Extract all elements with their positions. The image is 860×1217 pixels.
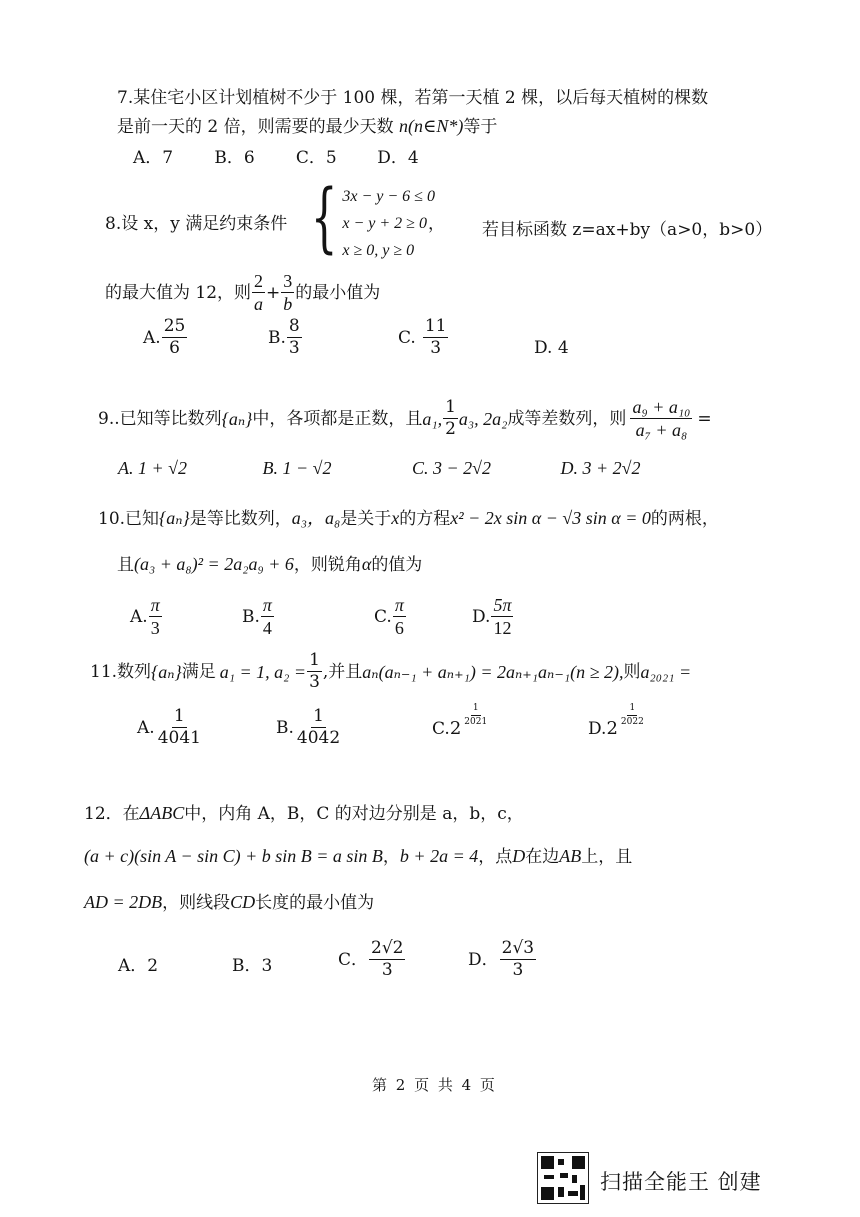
q8-option-a-frac xyxy=(162,318,188,357)
q10-alpha: α xyxy=(361,554,372,574)
q10-line2-tail: 的值为 xyxy=(371,555,423,575)
q8-frac1-den: a xyxy=(254,294,264,314)
q10-tail: 的两根， xyxy=(650,509,719,529)
q8-option-a-den: 6 xyxy=(169,338,180,358)
q11-option-d-label: D. xyxy=(588,719,607,739)
qr-code-icon xyxy=(537,1152,589,1204)
q8-frac2-num: 3 xyxy=(283,271,293,291)
q11-target: a₂₀₂₁ = xyxy=(640,661,692,682)
q12-ratio-condition: AD = 2DB xyxy=(84,892,163,912)
q10-line2 xyxy=(117,554,422,575)
q9-option-c: C. 3 − 2√2 xyxy=(412,458,492,478)
q10-mid: 是等比数列， xyxy=(189,509,292,529)
q7-domain-math: n(n∈N*) xyxy=(399,116,464,136)
q10-mid3: 的方程 xyxy=(399,509,451,529)
q8-option-c-frac xyxy=(423,318,449,357)
q12-line2-tail: 上，且 xyxy=(581,847,633,867)
q8-option-b xyxy=(268,318,303,357)
q11-third-frac xyxy=(307,652,322,691)
q7-options xyxy=(133,148,419,168)
q8-plus: + xyxy=(266,282,281,303)
q8-constraint-2: x − y + 2 ≥ 0 xyxy=(342,215,427,232)
q11-option-d xyxy=(588,703,647,739)
q10-option-b-den: 4 xyxy=(262,618,272,638)
q8-left-brace: { xyxy=(310,172,338,261)
q11-option-a-label: A. xyxy=(137,717,155,738)
scanner-watermark: 扫描全能王 创建 xyxy=(600,1170,762,1194)
q9-half-den: 2 xyxy=(445,419,456,439)
q9-equals: = xyxy=(697,408,712,429)
q12-point-d: D xyxy=(512,846,526,866)
q8-constraint-system xyxy=(300,172,435,262)
q11-option-c-base: 2 xyxy=(449,718,462,739)
q12-option-d-den: 3 xyxy=(512,960,524,980)
q9-line1 xyxy=(98,398,712,439)
q8-option-c xyxy=(398,318,449,357)
q10-option-c-num: π xyxy=(394,595,404,615)
q9-ratio-frac xyxy=(630,398,692,439)
q11-sequence: {aₙ} xyxy=(151,661,182,682)
q10-lead: 10.已知 xyxy=(98,509,160,529)
q11-option-c-exp-den: 2021 xyxy=(464,717,488,727)
q8-frac2-den: b xyxy=(283,294,293,314)
q9-option-d: D. 3 + 2√2 xyxy=(560,458,641,478)
q9-mid: 中，各项都是正数，且 xyxy=(252,408,423,429)
q11-line1 xyxy=(90,652,691,691)
q10-option-d-frac xyxy=(491,596,513,637)
q12-option-c-frac xyxy=(369,940,405,979)
q10-roots: a₃，a₈ xyxy=(291,508,341,528)
q12-sine-condition: (a + c)(sin A − sin C) + b sin B = a sin B xyxy=(84,846,383,866)
q11-third-den: 3 xyxy=(309,672,320,692)
q11-option-d-exp-den: 2022 xyxy=(620,717,644,727)
q10-mid2: 是关于 xyxy=(340,509,392,529)
q8-option-a-label: A. xyxy=(143,327,161,348)
q8-option-c-num: 11 xyxy=(424,316,447,336)
q11-relation: aₙ(aₙ₋₁ + aₙ₊₁) = 2aₙ₊₁aₙ₋₁(n ≥ 2), xyxy=(362,661,624,682)
q10-option-d-label: D. xyxy=(472,606,491,627)
q9-option-a: A. 1 + √2 xyxy=(118,458,188,478)
q10-option-d xyxy=(472,596,514,637)
q12-line2-sep: ， xyxy=(382,847,400,867)
q7-line2 xyxy=(117,116,497,137)
q9-half-frac xyxy=(443,399,458,438)
q9-lead: 9..已知等比数列 xyxy=(98,408,222,429)
q10-option-a-label: A. xyxy=(130,606,148,627)
page-number: 第 2 页 共 4 页 xyxy=(372,1076,497,1094)
q9-half-num: 1 xyxy=(445,397,456,417)
q12-line1 xyxy=(84,803,524,824)
q8-option-b-den: 3 xyxy=(288,338,300,358)
q8-option-d: D. 4 xyxy=(534,338,569,358)
q11-option-b-frac xyxy=(295,708,342,747)
q7-line2-text: 是前一天的 2 倍，则需要的最少天数 xyxy=(117,117,400,137)
q10-option-c-frac xyxy=(393,596,406,637)
q12-option-a: A．2 xyxy=(118,956,159,976)
q11-option-c xyxy=(432,703,490,739)
q11-option-a-frac xyxy=(156,708,203,747)
q10-option-b-num: π xyxy=(262,595,272,615)
q7-option-b: B．6 xyxy=(214,148,255,168)
q8-option-c-label: C. xyxy=(398,327,416,348)
q9-sequence: {aₙ} xyxy=(221,408,253,429)
q11-mid2: ,并且 xyxy=(322,661,363,682)
q12-lead: 12．在 xyxy=(84,804,140,824)
q11-option-a-den: 4041 xyxy=(157,728,201,748)
q10-option-d-num: 5π xyxy=(493,595,512,615)
q8-option-b-num: 8 xyxy=(288,316,300,336)
q11-mid: 满足 xyxy=(181,661,216,682)
q11-option-a xyxy=(137,708,204,747)
q12-line3-mid: ，则线段 xyxy=(162,893,231,913)
q12-mid: 中，内角 A，B，C 的对边分别是 a，b，c， xyxy=(184,804,524,824)
q12-segment-cd: CD xyxy=(230,892,256,912)
q12-option-c-label: C． xyxy=(338,949,369,970)
q9-terms-rest: a₃, 2a₂ xyxy=(458,408,508,429)
q10-variable: x xyxy=(391,508,400,528)
q7-option-a: A．7 xyxy=(133,148,174,168)
q12-line2 xyxy=(84,846,632,867)
q11-option-c-exponent xyxy=(462,704,489,727)
q11-option-b-label: B. xyxy=(276,717,294,738)
q12-option-d-label: D． xyxy=(468,949,499,970)
q8-option-c-den: 3 xyxy=(430,338,442,358)
q9-option-b: B. 1 − √2 xyxy=(262,458,332,478)
q12-side-ab: AB xyxy=(559,846,582,866)
q10-line2-mid: ，则锐角 xyxy=(293,555,362,575)
q11-initial-terms: a₁ = 1, a₂ = xyxy=(219,661,307,682)
q10-option-a xyxy=(130,596,163,637)
q12-option-d-num: 2√3 xyxy=(501,938,535,958)
q11-lead: 11.数列 xyxy=(90,661,152,682)
q7-line1: 7.某住宅小区计划植树不少于 100 棵，若第一天植 2 棵，以后每天植树的棵数 xyxy=(117,88,709,108)
q10-line1 xyxy=(98,508,719,529)
q7-option-c: C．5 xyxy=(295,148,337,168)
q8-line2-tail: 的最小值为 xyxy=(295,282,381,303)
q11-option-b-den: 4042 xyxy=(296,728,341,748)
q11-option-a-num: 1 xyxy=(173,706,185,726)
q8-line2 xyxy=(105,272,380,313)
q9-ratio-den: a₇ + a₈ xyxy=(635,420,688,440)
q8-option-a-num: 25 xyxy=(163,316,186,336)
q8-comma: ， xyxy=(428,214,445,234)
q12-option-b: B．3 xyxy=(232,956,273,976)
q11-option-d-exponent xyxy=(619,704,646,727)
q12-option-d xyxy=(468,940,537,979)
q10-option-d-den: 12 xyxy=(493,618,512,638)
q9-term-a1: a₁, xyxy=(422,408,443,429)
q10-option-b-label: B. xyxy=(242,606,260,627)
q10-condition: (a₃ + a₈)² = 2a₂a₉ + 6 xyxy=(134,554,294,574)
q10-option-a-frac xyxy=(149,596,162,637)
q7-line2-tail: 等于 xyxy=(463,117,498,137)
q8-lead: 8.设 x，y 满足约束条件 xyxy=(105,214,288,234)
q10-equation: x² − 2x sin α − √3 sin α = 0 xyxy=(450,508,651,528)
q12-linear-condition: b + 2a = 4 xyxy=(399,846,479,866)
q11-option-c-label: C. xyxy=(432,719,450,739)
q12-line3 xyxy=(84,892,374,913)
q12-option-c xyxy=(338,940,406,979)
q8-option-a xyxy=(143,318,188,357)
q8-constraint-3: x ≥ 0, y ≥ 0 xyxy=(342,242,415,259)
q8-frac1-num: 2 xyxy=(254,271,264,291)
q12-option-d-frac xyxy=(500,940,536,979)
q10-option-b-frac xyxy=(261,596,274,637)
q10-option-c xyxy=(374,596,407,637)
q11-option-b-num: 1 xyxy=(313,706,324,726)
q8-line2-text: 的最大值为 12，则 xyxy=(105,282,252,303)
q12-line2-mid2: 在边 xyxy=(525,847,560,867)
q10-option-a-num: π xyxy=(150,595,160,615)
q9-ratio-num: a₉ + a₁₀ xyxy=(632,397,691,417)
q8-frac-2-over-a xyxy=(252,272,265,313)
q8-option-b-frac xyxy=(287,318,302,357)
q12-triangle: ΔABC xyxy=(139,803,185,823)
q12-line3-tail: 长度的最小值为 xyxy=(255,893,375,913)
q11-third-num: 1 xyxy=(309,650,320,670)
q11-option-b xyxy=(276,708,343,747)
q11-option-c-exp-num: 1 xyxy=(471,704,481,716)
q12-option-c-num: 2√2 xyxy=(371,938,404,958)
q7-option-d: D．4 xyxy=(377,148,419,168)
q10-option-b xyxy=(242,596,275,637)
q10-option-c-den: 6 xyxy=(394,618,404,638)
q10-sequence: {aₙ} xyxy=(159,508,190,528)
q12-option-c-den: 3 xyxy=(381,960,393,980)
q10-option-a-den: 3 xyxy=(150,618,160,638)
q11-option-d-base: 2 xyxy=(606,718,618,739)
q11-tail: 则 xyxy=(623,661,641,682)
q8-objective: 若目标函数 z=ax+by（a>0，b>0） xyxy=(482,220,773,240)
q11-option-d-exp-num: 1 xyxy=(627,704,637,716)
q8-constraint-1: 3x − y − 6 ≤ 0 xyxy=(342,188,435,205)
q8-option-b-label: B. xyxy=(268,327,286,348)
q9-options xyxy=(118,458,641,478)
q12-line2-mid: ，点 xyxy=(478,847,513,867)
q9-tail: 成等差数列，则 xyxy=(507,408,627,429)
q8-frac-3-over-b xyxy=(281,272,294,313)
q10-line2-lead: 且 xyxy=(117,555,134,575)
q10-option-c-label: C. xyxy=(374,606,392,627)
